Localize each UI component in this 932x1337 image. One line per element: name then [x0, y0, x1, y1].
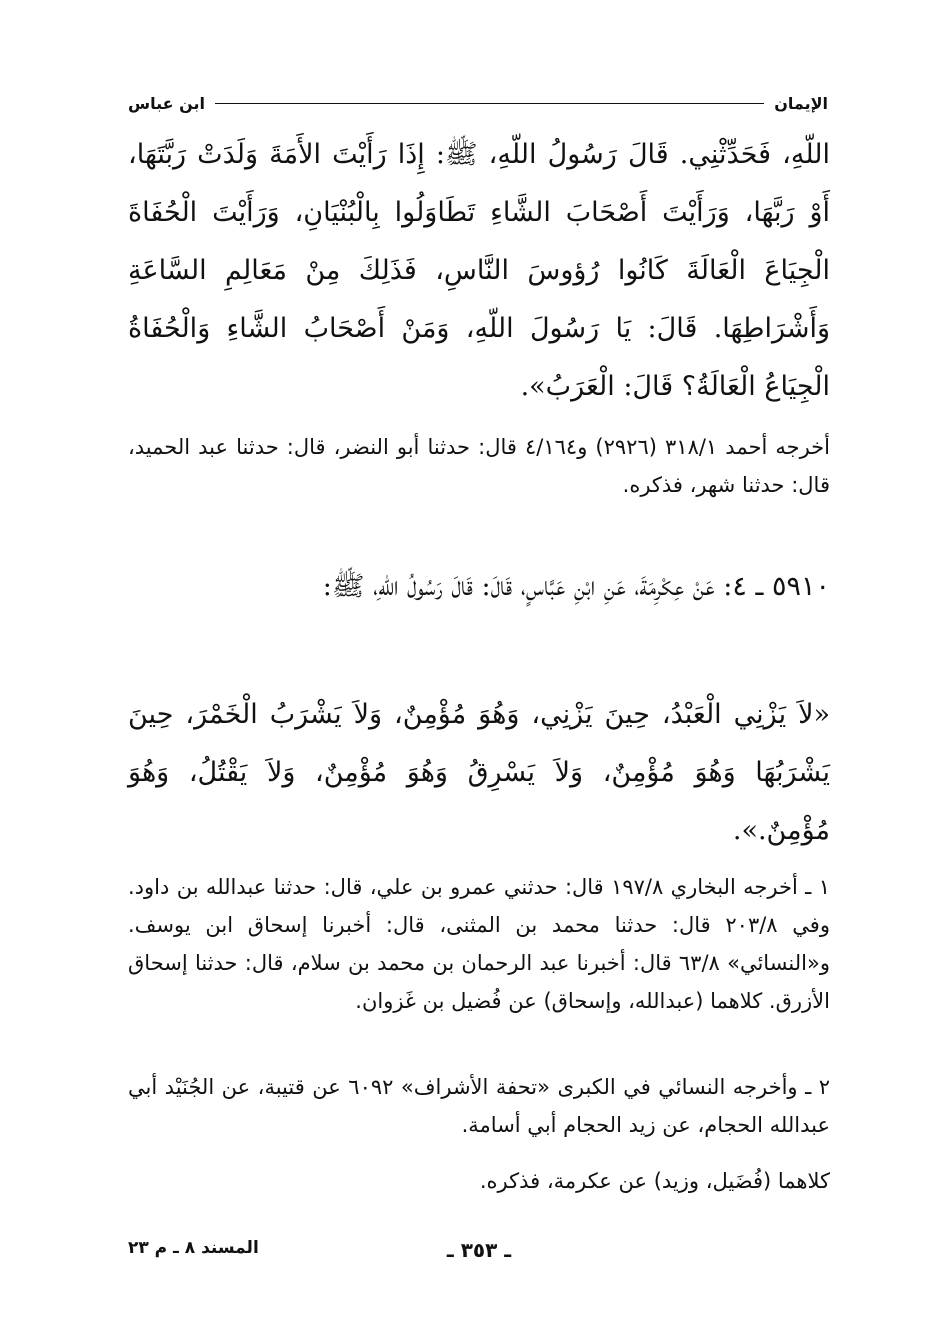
hadith-number-header: ٥٩١٠ ـ ٤: عَنْ عِكْرِمَةَ، عَنِ ابْنِ عَبَّاسٍ، قَالَ: قَالَ رَسُولُ اللّهِ، ﷺ: — [322, 571, 830, 602]
hadith-text: «لاَ يَزْنِي الْعَبْدُ، حِينَ يَزْنِي، وَهُوَ مُؤْمِنٌ، وَلاَ يَشْرَبُ الْخَمْرَ، حِينَ يَشْرَبُهَا وَهُوَ مُؤْمِنٌ، وَلاَ يَسْرِقُ وَهُوَ مُؤْمِنٌ، وَلاَ يَقْتُلُ، وَهُوَ مُؤْمِنٌ.». — [128, 699, 830, 846]
page-footer — [128, 1238, 830, 1268]
takhrij-note-3: ٢ ـ وأخرجه النسائي في الكبرى «تحفة الأشراف» ٦٠٩٢ عن قتيبة، عن الجُنَيْد أبي عبدالله الحجام، عن زيد الحجام أبي أسامة. — [128, 1075, 830, 1137]
takhrij-note-2: ١ ـ أخرجه البخاري ١٩٧/٨ قال: حدثني عمرو بن علي، قال: حدثنا عبدالله بن داود. وفي ٢٠٣/٨ قال: حدثنا محمد بن المثنى، قال: أخبرنا إسحاق ابن يوسف. و«النسائي» ٦٣/٨ قال: أخبرنا عبد الرحمان بن محمد بن سلام، قال: حدثنا إسحاق الأزرق. كلاهما (عبدالله، وإسحاق) عن فُضيل بن غَزوان. — [128, 875, 830, 1013]
running-header — [128, 90, 828, 116]
header-rule — [215, 103, 764, 104]
narrator-title: ابن عباس — [128, 93, 206, 113]
chapter-title: الإيمان — [774, 93, 828, 113]
page-number: ـ ٣٥٣ ـ — [446, 1238, 512, 1262]
volume-mark: المسند ٨ ـ م ٢٣ — [128, 1238, 259, 1258]
takhrij-note-1: أخرجه أحمد ٣١٨/١ (٢٩٢٦) و٤/١٦٤ قال: حدثنا أبو النضر، قال: حدثنا عبد الحميد، قال: حدثنا شهر، فذكره. — [128, 435, 830, 497]
hadith-continuation: اللّهِ، فَحَدِّثْنِي. قَالَ رَسُولُ اللّهِ، ﷺ: إِذَا رَأَيْتَ الأَمَةَ وَلَدَتْ رَبَّتَهَا، أَوْ رَبَّهَا، وَرَأَيْتَ أَصْحَابَ الشَّاءِ تَطَاوَلُوا بِالْبُنْيَانِ، وَرَأَيْتَ الْحُفَاةَ الْجِيَاعَ الْعَالَةَ كَانُوا رُؤوسَ النَّاسِ، فَذَلِكَ مِنْ مَعَالِمِ السَّاعَةِ وَأَشْرَاطِهَا. قَالَ: يَا رَسُولَ اللّهِ، وَمَنْ أَصْحَابُ الشَّاءِ وَالْحُفَاةُ الْجِيَاعُ الْعَالَةُ؟ قَالَ: الْعَرَبُ». — [128, 139, 830, 402]
takhrij-note-4: كلاهما (فُضَيل، وزيد) عن عكرمة، فذكره. — [479, 1169, 830, 1193]
